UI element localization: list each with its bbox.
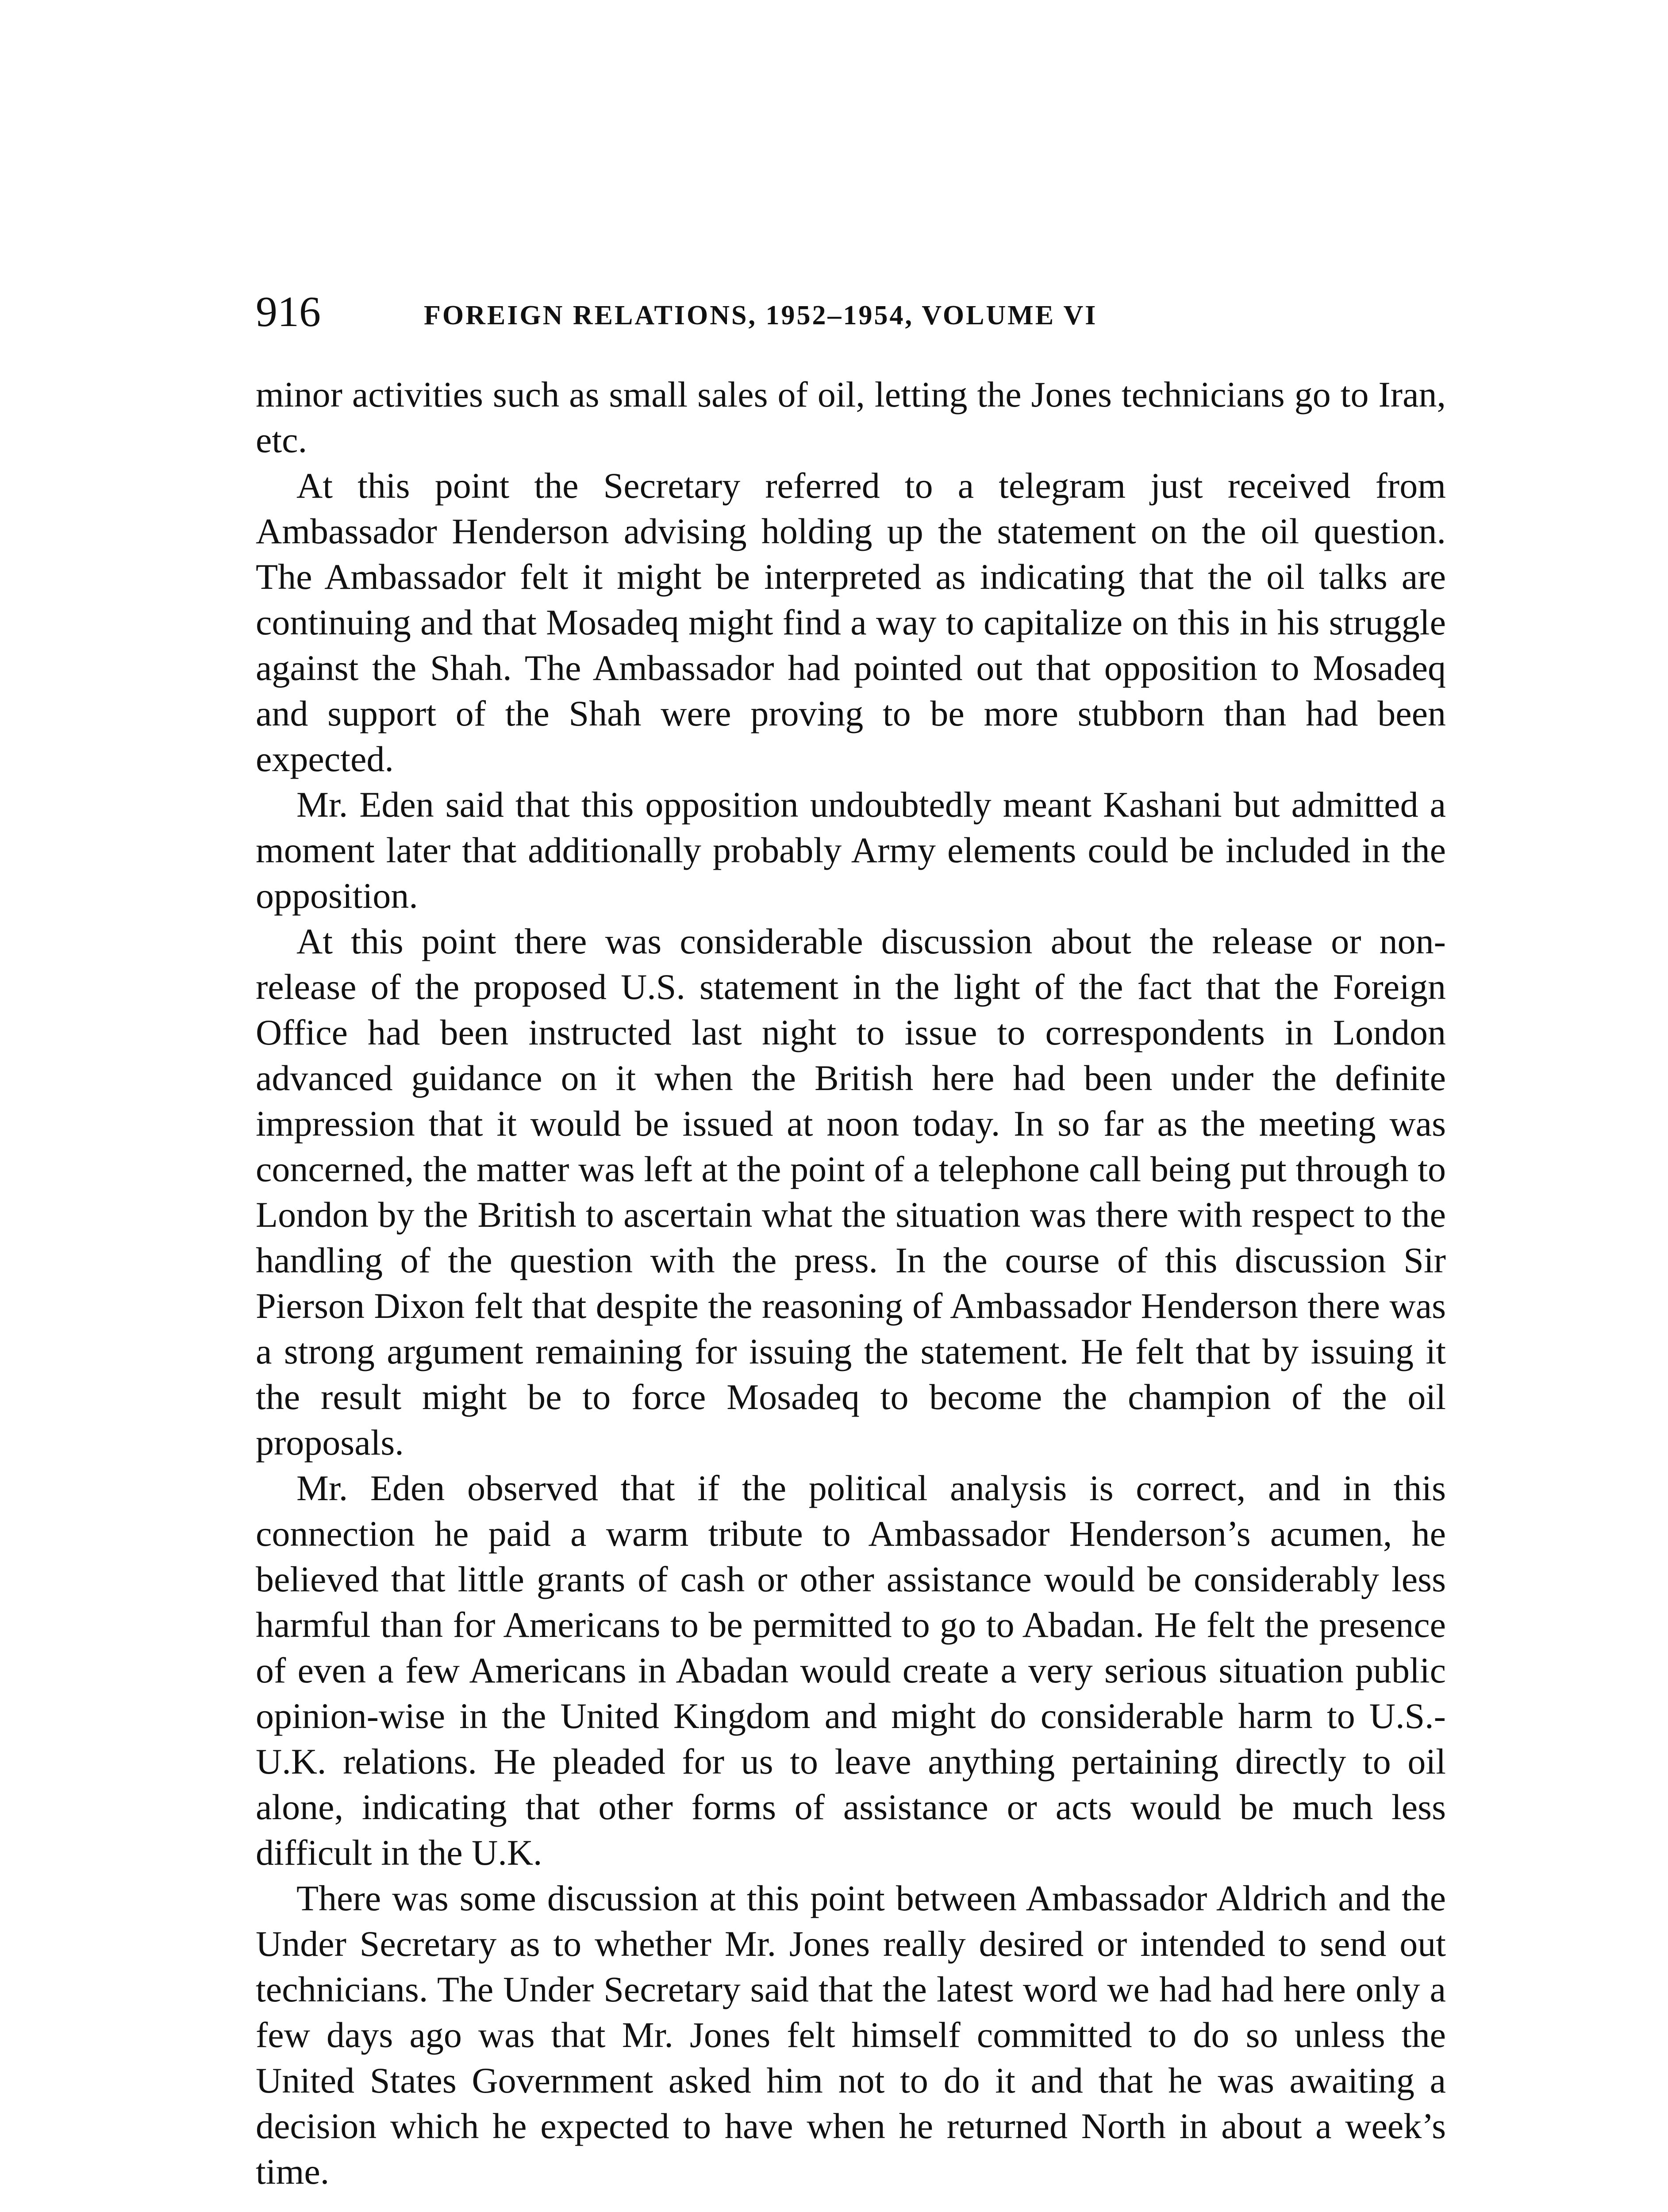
running-header (256, 283, 1450, 349)
paragraph-statement-release: At this point there was considerable discussion about the release or non-release of the proposed U.S. statement in the light of the fact that the Foreign Office had been instructed last night to issue to correspondents in London advanced guidance on it when the British here had been under the definite impression that it would be issued at noon today. In so far as the meeting was concerned, the matter was left at the point of a telephone call being put through to London by the British to ascertain what the situation was there with respect to the handling of the question with the press. In the course of this discussion Sir Pierson Dixon felt that despite the reasoning of Ambassador Henderson there was a strong argument remaining for issuing the statement. He felt that by issuing it the result might be to force Mosadeq to become the champion of the oil proposals. (256, 921, 1446, 1463)
page-number: 916 (256, 288, 321, 336)
volume-title: FOREIGN RELATIONS, 1952–1954, VOLUME VI (424, 300, 1098, 330)
paragraph-henderson-telegram: At this point the Secretary referred to a telegram just received from Ambassador Henderson advising holding up the statement on the oil question. The Ambassador felt it might be interpreted as indicating that the oil talks are continuing and that Mosadeq might find a way to capitalize on this in his struggle against the Shah. The Ambassador had pointed out that opposition to Mosadeq and support of the Shah were proving to be more stubborn than had been expected. (256, 465, 1446, 779)
paragraph-eden-abadan: Mr. Eden observed that if the political analysis is correct, and in this connection he paid a warm tribute to Ambassador Henderson’s acumen, he believed that little grants of cash or other assistance would be considerably less harmful than for Americans to be permitted to go to Abadan. He felt the presence of even a few Americans in Abadan would create a very serious situation public opinion-wise in the United Kingdom and might do considerable harm to U.S.-U.K. relations. He pleaded for us to leave anything pertaining directly to oil alone, indicating that other forms of assistance or acts would be much less difficult in the U.K. (256, 1468, 1446, 1873)
paragraph-eden-kashani: Mr. Eden said that this opposition undoubtedly meant Kashani but admitted a moment later that additionally probably Army elements could be included in the opposition. (256, 784, 1446, 916)
paragraph-jones-technicians: There was some discussion at this point between Ambassador Aldrich and the Under Secretary as to whether Mr. Jones really desired or intended to send out technicians. The Under Secretary said that the latest word we had had here only a few days ago was that Mr. Jones felt himself committed to do so unless the United States Government asked him not to do it and that he was awaiting a decision which he expected to have when he returned North in about a week’s time. (256, 1878, 1446, 2192)
body-text (256, 372, 1446, 2194)
paragraph-continuation: minor activities such as small sales of oil, letting the Jones technicians go to Iran, etc. (256, 374, 1446, 460)
